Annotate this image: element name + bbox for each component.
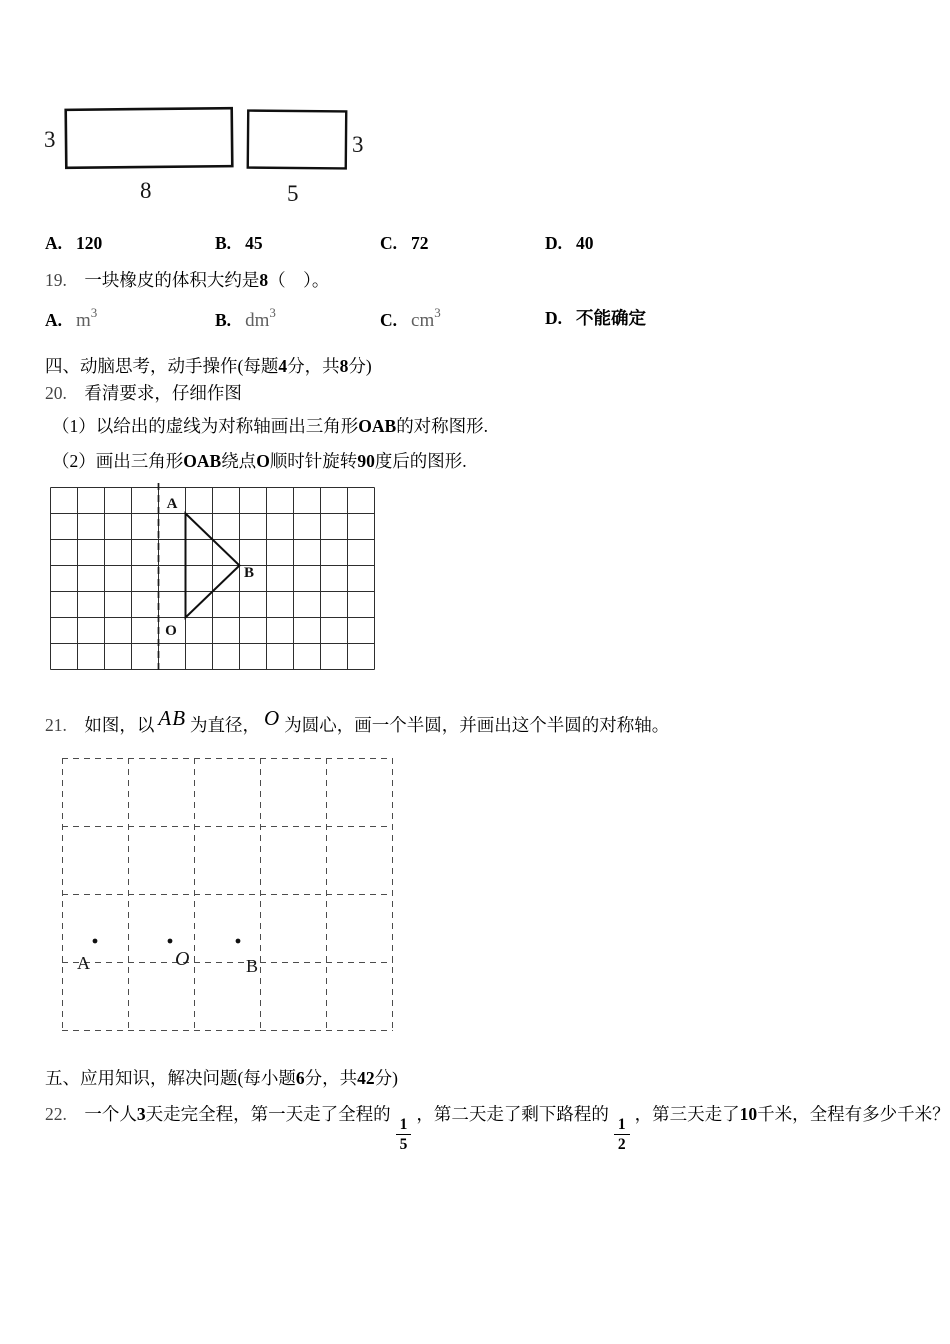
question-rectangles-figure — [30, 93, 430, 213]
section-4-heading: 四、动脑思考，动手操作(每题4分，共8分) — [45, 356, 372, 376]
option-letter: D. — [545, 233, 563, 253]
option-value: 45 — [245, 233, 263, 253]
triangle-label-A: A — [166, 496, 178, 512]
q22-text: 22. 一个人3天走完全程，第一天走了全程的 $\frac{1}{5}$ ，第二天走了剩下路程的 $\frac{1}{2}$ ，第三天走了10千米，全程有多少千米？ — [45, 1104, 950, 1154]
q20-sub1-text: （1）以给出的虚线为对称轴画出三角形OAB的对称图形. — [52, 416, 489, 436]
q18-option-d — [545, 233, 594, 254]
option-letter: B. — [215, 233, 232, 253]
option-unit: $m^3$ — [76, 305, 98, 331]
triangle-label-O: O — [165, 623, 177, 639]
section-5-heading: 五、应用知识，解决问题(每小题6分，共42分) — [45, 1068, 398, 1088]
option-letter: D. — [545, 308, 563, 328]
q20-sub2-text: （2）画出三角形OAB绕点O顺时针旋转90度后的图形. — [52, 451, 467, 471]
option-letter: C. — [380, 233, 398, 253]
q20-text: 20. 看清要求，仔细作图 — [45, 383, 242, 403]
q19-text: 19. 一块橡皮的体积大约是8（ ）。 — [45, 270, 330, 290]
option-unit: $dm^3$ — [245, 305, 276, 331]
left-rect-side-label: 3 — [44, 127, 56, 152]
option-letter: A. — [45, 233, 63, 253]
q18-option-b — [215, 233, 263, 254]
point-O-dot — [168, 939, 173, 944]
option-value: 40 — [576, 233, 594, 253]
q18-option-a — [45, 233, 102, 254]
point-B-dot — [236, 939, 241, 944]
point-label-A: A — [77, 953, 90, 973]
point-A-dot — [93, 939, 98, 944]
option-value: 120 — [76, 233, 103, 253]
option-letter: B. — [215, 310, 232, 330]
point-label-B: B — [246, 956, 259, 976]
option-letter: A. — [45, 310, 63, 330]
q19-option-a — [45, 305, 97, 332]
right-rect-bottom-label: 5 — [287, 181, 299, 206]
grid-vertical-lines — [51, 488, 375, 670]
triangle-label-B: B — [244, 565, 255, 581]
point-label-O: O — [175, 948, 190, 970]
option-unit: $cm^3$ — [411, 305, 441, 331]
left-rectangle — [66, 108, 233, 168]
q20-grid-figure — [50, 487, 376, 671]
q18-option-c — [380, 233, 429, 254]
right-rectangle — [248, 111, 346, 169]
q19-option-b — [215, 305, 276, 332]
q19-option-c — [380, 305, 441, 332]
q19-option-d — [545, 305, 646, 330]
option-value: 72 — [411, 233, 429, 253]
q21-grid-figure — [62, 758, 394, 1032]
left-rect-bottom-label: 8 — [140, 178, 152, 203]
q21-text: 21. 如图，以 AB 为直径， O 为圆心，画一个半圆，并画出这个半圆的对称轴。 — [45, 706, 670, 735]
option-text: 不能确定 — [576, 308, 647, 328]
option-letter: C. — [380, 310, 398, 330]
dashed-grid-horizontal-lines — [62, 759, 393, 1031]
right-rect-side-label: 3 — [352, 132, 364, 157]
